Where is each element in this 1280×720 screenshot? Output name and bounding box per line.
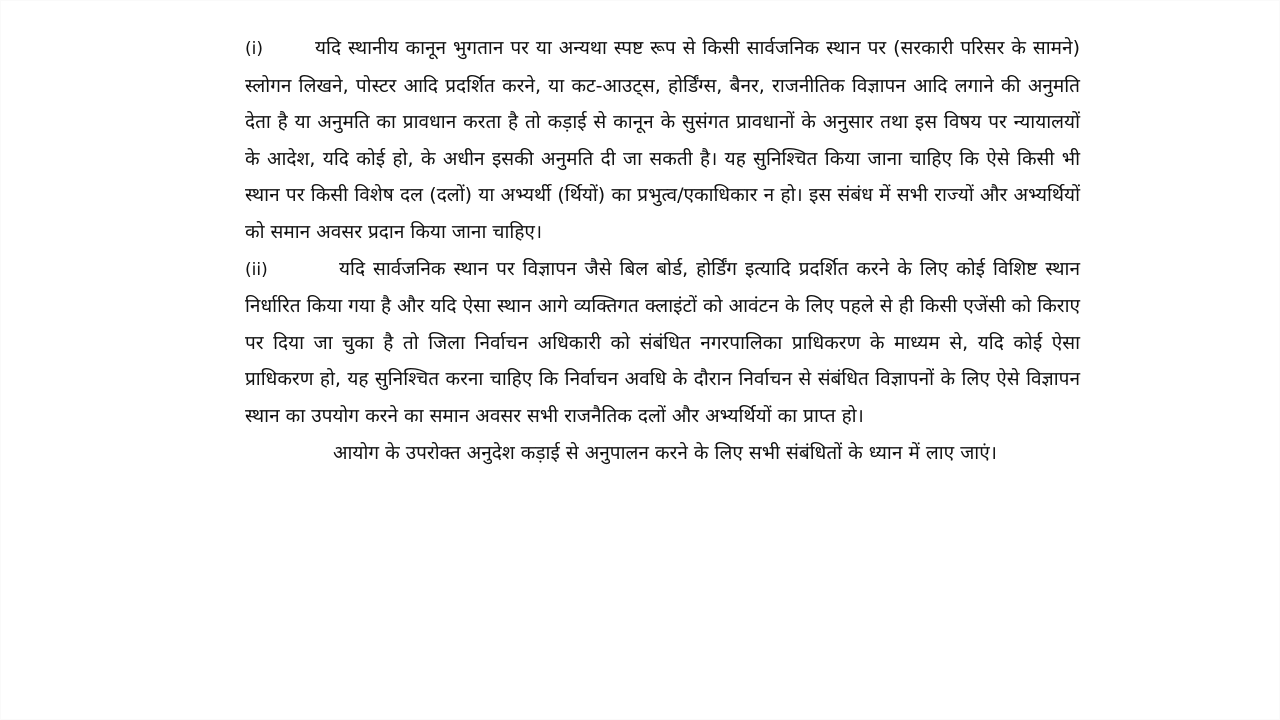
closing-paragraph: आयोग के उपरोक्त अनुदेश कड़ाई से अनुपालन करने के लिए सभी संबंधितों के ध्यान में लाए जाएं।: [333, 441, 997, 464]
paragraph-text-ii: यदि सार्वजनिक स्थान पर विज्ञापन जैसे बिल बोर्ड, होर्डिंग इत्यादि प्रदर्शित करने के लिए कोई विशिष्ट स्थान निर्धारित किया गया है और यदि ऐसा स्थान आगे व्यक्तिगत क्लाइंटों को आवंटन के लिए पहले से ही किसी एजेंसी को किराए पर दिया जा चुका है तो जिला निर्वाचन अधिकारी को संबंधित नगरपालिका प्राधिकरण के माध्यम से, यदि कोई ऐसा प्राधिकरण हो, यह सुनिश्चित करना चाहिए कि निर्वाचन अवधि के दौरान निर्वाचन से संबंधित विज्ञापनों के लिए ऐसे विज्ञापन स्थान का उपयोग करने का समान अवसर सभी राजनैतिक दलों और अभ्यर्थियों का प्राप्त हो।: [245, 257, 1080, 427]
paragraph-marker-ii: (ii): [245, 259, 268, 280]
paragraph-i: [245, 30, 1080, 251]
paragraph-marker-i: (i): [245, 39, 263, 59]
paragraph-text-i: यदि स्थानीय कानून भुगतान पर या अन्यथा स्पष्ट रूप से किसी सार्वजनिक स्थान पर (सरकारी परिसर के सामने) स्लोगन लिखने, पोस्टर आदि प्रदर्शित करने, या कट-आउट्स, होर्डिंग्स, बैनर, राजनीतिक विज्ञापन आदि लगाने की अनुमति देता है या अनुमति का प्रावधान करता है तो कड़ाई से कानून के सुसंगत प्रावधानों के अनुसार तथा इस विषय पर न्यायालयों के आदेश, यदि कोई हो, के अधीन इसकी अनुमति दी जा सकती है। यह सुनिश्चित किया जाना चाहिए कि ऐसे किसी भी स्थान पर किसी विशेष दल (दलों) या अभ्यर्थी (र्थियों) का प्रभुत्व/एकाधिकार न हो। इस संबंध में सभी राज्यों और अभ्यर्थियों को समान अवसर प्रदान किया जाना चाहिए।: [245, 37, 1080, 243]
paragraph-ii: [245, 251, 1080, 435]
document-body: [245, 30, 1080, 471]
